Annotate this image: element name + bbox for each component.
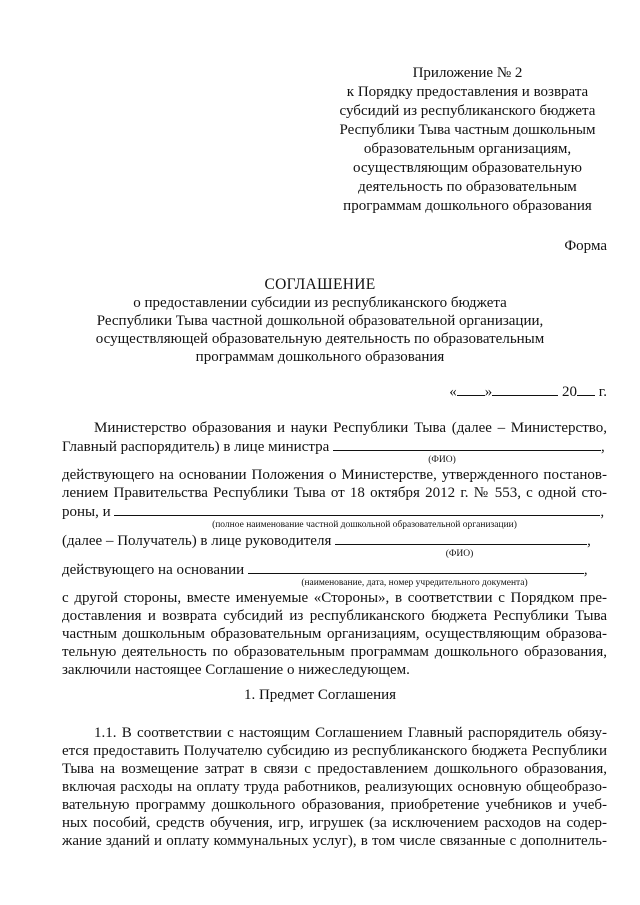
text-line: частным дошкольным образовательным организациям, осуществляющим образова-	[62, 626, 607, 642]
text-line: действующего на основании Положения о Министерстве, утвержденного постанов-	[62, 467, 607, 483]
agreement-title: СОГЛАШЕНИЕ	[264, 276, 376, 293]
text-line: жание зданий и оплату коммунальных услуг), в том числе связанные с дополнитель-	[62, 833, 607, 849]
text-line: вательную программу дошкольного образования, приобретение учебников и учеб-	[62, 797, 607, 813]
text-span: Главный распорядитель) в лице министра	[62, 439, 330, 455]
text-line: доставления и возврата субсидий из республиканского бюджета Республики Тыва	[62, 608, 607, 624]
title-line: о предоставлении субсидии из республиканского бюджета	[133, 295, 507, 311]
appendix-line: Приложение № 2	[412, 65, 523, 81]
paragraph-parties	[62, 419, 607, 679]
text-line: включая расходы на оплату труда работников, реализующих основную общеобразо-	[62, 779, 607, 795]
paragraph-subject	[62, 724, 607, 850]
minister-name-blank	[333, 437, 601, 451]
caption-document: (наименование, дата, номер учредительного документа)	[301, 578, 528, 588]
month-blank	[492, 381, 558, 396]
appendix-line: субсидий из республиканского бюджета	[339, 103, 596, 119]
date-line	[449, 381, 607, 401]
text-line: лением Правительства Республики Тыва от 18 октября 2012 г. № 553, с одной сто-	[62, 485, 607, 501]
title-line: программам дошкольного образования	[195, 349, 445, 365]
text-span: действующего на основании	[62, 562, 245, 578]
appendix-line: образовательным организациям,	[363, 141, 572, 157]
caption-organization: (полное наименование частной дошкольной образовательной организации)	[212, 520, 517, 530]
appendix-line: осуществляющим образовательную	[353, 160, 582, 176]
text-line: ных пособий, средств обучения, игр, игрушек (за исключением расходов на содер-	[62, 815, 607, 831]
text-line: Тыва на возмещение затрат в связи с предоставлением дошкольного образования,	[62, 761, 607, 777]
text-line-with-blank	[62, 502, 607, 520]
organization-name-blank	[114, 502, 600, 516]
appendix-line: к Порядку предоставления и возврата	[346, 84, 589, 100]
agreement-title-block	[80, 276, 560, 366]
appendix-line: программам дошкольного образования	[343, 198, 592, 214]
text-line: Министерство образования и науки Республики Тыва (далее – Министерство,	[94, 420, 607, 436]
director-name-blank	[335, 531, 587, 545]
text-line-with-blank	[62, 531, 607, 549]
comma: ,	[600, 504, 605, 520]
text-span: роны, и	[62, 504, 111, 520]
appendix-header	[330, 64, 605, 216]
title-line: Республики Тыва частной дошкольной образовательной организации,	[96, 313, 544, 329]
year-prefix: 20	[562, 384, 578, 400]
caption-fio: (ФИО)	[428, 455, 456, 465]
close-quote: »	[484, 384, 493, 400]
form-label: Форма	[564, 238, 607, 254]
text-line-with-blank	[62, 437, 607, 455]
caption-fio: (ФИО)	[445, 549, 474, 559]
text-line: ется предоставить Получателю субсидию из республиканского бюджета Республики	[62, 743, 607, 759]
year-blank	[577, 381, 595, 396]
appendix-line: деятельность по образовательным	[358, 179, 577, 195]
open-quote: «	[449, 384, 457, 400]
section-heading: 1. Предмет Соглашения	[243, 687, 397, 703]
text-line: заключили настоящее Соглашение о нижеследующем.	[62, 662, 410, 678]
text-span: (далее – Получатель) в лице руководителя	[62, 533, 332, 549]
text-line-with-blank	[62, 560, 607, 578]
text-line: 1.1. В соответствии с настоящим Соглашением Главный распорядитель обязу-	[94, 725, 607, 741]
day-blank	[457, 381, 485, 396]
comma: ,	[583, 562, 588, 578]
year-suffix: г.	[598, 384, 607, 400]
founding-document-blank	[248, 560, 584, 574]
comma: ,	[601, 439, 605, 455]
text-line: тельную деятельность по образовательным программам дошкольного образования,	[62, 644, 607, 660]
text-line: с другой стороны, вместе именуемые «Стороны», в соответствии с Порядком пре-	[62, 590, 607, 606]
appendix-line: Республики Тыва частным дошкольным	[339, 122, 596, 138]
comma: ,	[587, 533, 591, 549]
title-line: осуществляющей образовательную деятельность по образовательным	[95, 331, 545, 347]
